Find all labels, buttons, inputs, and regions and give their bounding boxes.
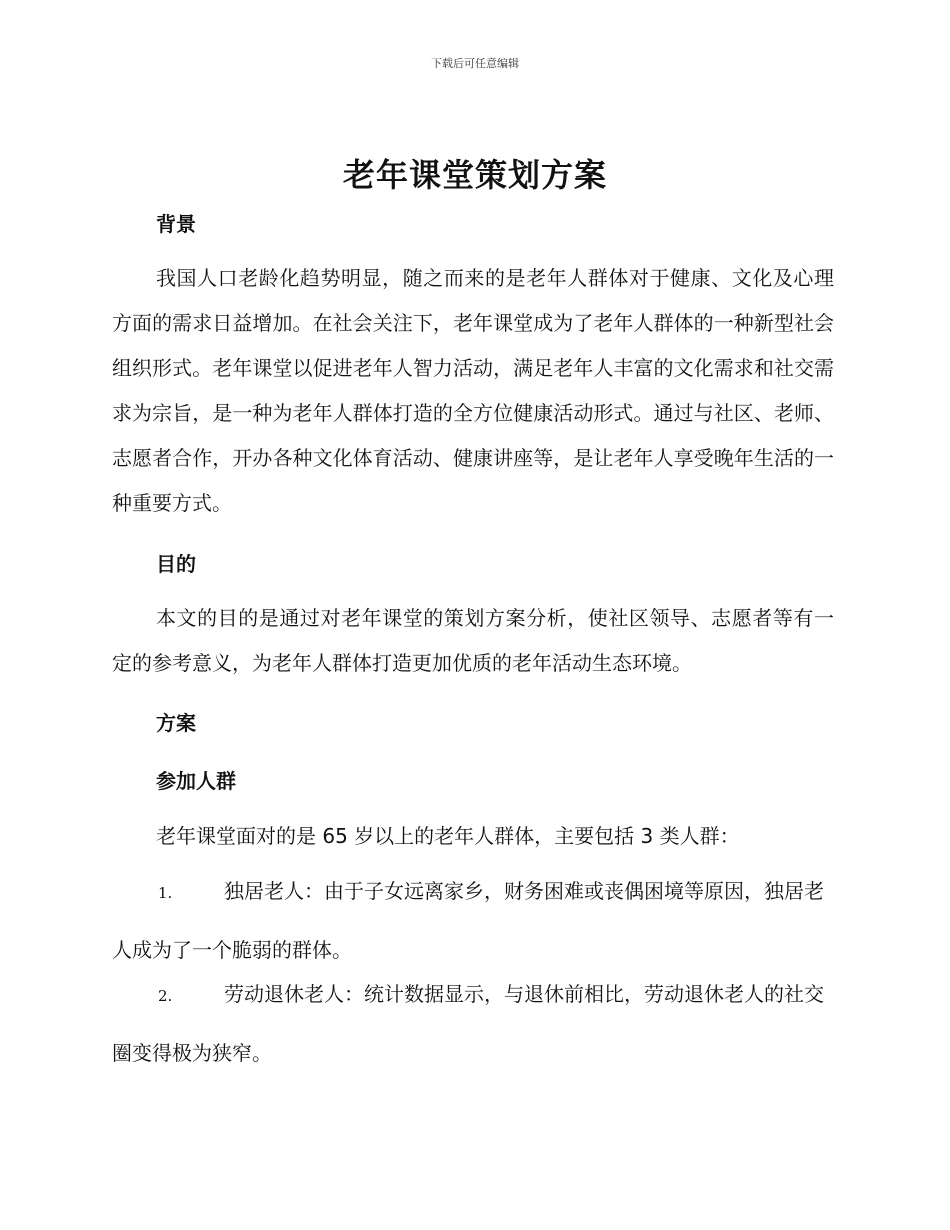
paragraph-purpose: 本文的目的是通过对老年课堂的策划方案分析，使社区领导、志愿者等有一定的参考意义，为老年人群体打造更加优质的老年活动生态环境。 [112,606,834,675]
heading-purpose: 目的 [156,552,196,576]
heading-plan: 方案 [156,711,196,735]
document-title: 老年课堂策划方案 [342,156,607,194]
list-item [112,966,834,1082]
list-item-number: 2. [158,987,173,1005]
paragraph-background: 我国人口老龄化趋势明显，随之而来的是老年人群体对于健康、文化及心理方面的需求日益增加。在社会关注下，老年课堂成为了老年人群体的一种新型社会组织形式。老年课堂以促进老年人智力活动，满足老年人丰富的文化需求和社交需求为宗旨，是一种为老年人群体打造的全方位健康活动形式。通过与社区、老师、志愿者合作，开办各种文化体育活动、健康讲座等，是让老年人享受晚年生活的一种重要方式。 [112,266,834,515]
list-item [112,863,834,979]
heading-participants: 参加人群 [156,769,236,793]
heading-background: 背景 [156,212,196,236]
paragraph-participants-intro: 老年课堂面对的是 65 岁以上的老年人群体，主要包括 3 类人群： [156,824,740,848]
list-item-number: 1. [158,884,173,902]
list-item-text: 劳动退休老人：统计数据显示，与退休前相比，劳动退休老人的社交圈变得极为狭窄。 [112,982,824,1065]
list-item-text: 独居老人：由于子女远离家乡，财务困难或丧偶困境等原因，独居老人成为了一个脆弱的群体。 [112,879,824,962]
header-note: 下载后可任意编辑 [431,57,519,70]
